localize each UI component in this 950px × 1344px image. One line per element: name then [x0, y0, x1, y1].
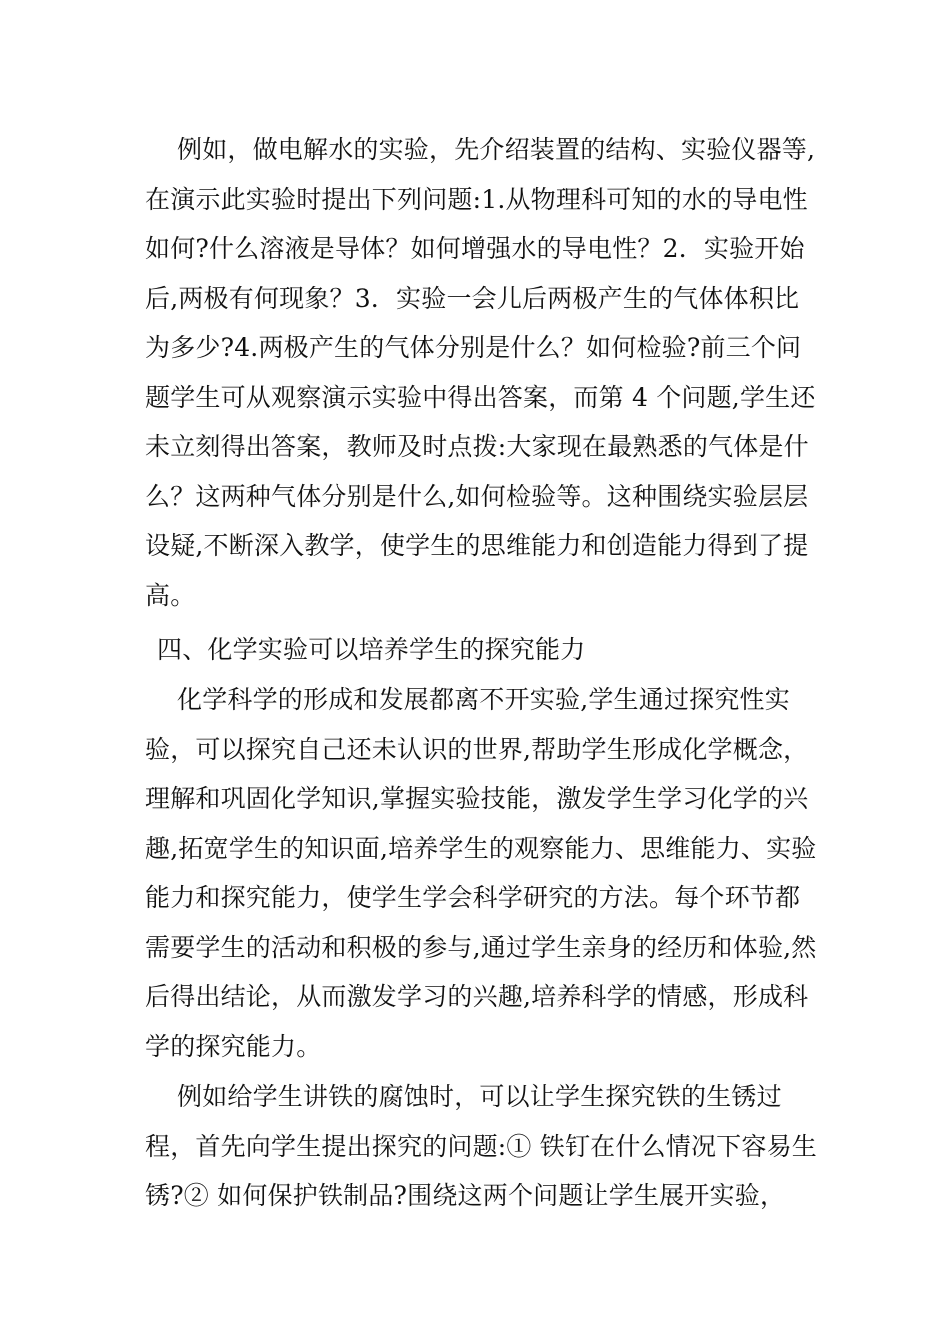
section-heading: 四、化学实验可以培养学生的探究能力	[157, 635, 586, 664]
paragraph-iron-corrosion-example: 例如给学生讲铁的腐蚀时，可以让学生探究铁的生锈过程，首先向学生提出探究的问题:① 铁钉在什么情况下容易生锈?② 如何保护铁制品?围绕这两个问题让学生展开实验，	[145, 1082, 817, 1210]
paragraph-inquiry-ability: 化学科学的形成和发展都离不开实验,学生通过探究性实验，可以探究自己还未认识的世界,帮助学生形成化学概念，理解和巩固化学知识,掌握实验技能，激发学生学习化学的兴趣,拓宽学生的知识面,培养学生的观察能力、思维能力、实验能力和探究能力，使学生学会科学研究的方法。每个环节都需要学生的活动和积极的参与,通过学生亲身的经历和体验,然后得出结论，从而激发学习的兴趣,培养科学的情感，形成科学的探究能力。	[145, 685, 817, 1061]
paragraph-electrolysis-example: 例如，做电解水的实验，先介绍装置的结构、实验仪器等,在演示此实验时提出下列问题:1.从物理科可知的水的导电性如何?什么溶液是导体？如何增强水的导电性？2．实验开始后,两极有何现象？3．实验一会儿后两极产生的气体体积比为多少?4.两极产生的气体分别是什么？如何检验?前三个问题学生可从观察演示实验中得出答案，而第 4 个问题,学生还未立刻得出答案，教师及时点拨:大家现在最熟悉的气体是什么？这两种气体分别是什么,如何检验等。这种围绕实验层层设疑,不断深入教学，使学生的思维能力和创造能力得到了提高。	[145, 135, 816, 610]
